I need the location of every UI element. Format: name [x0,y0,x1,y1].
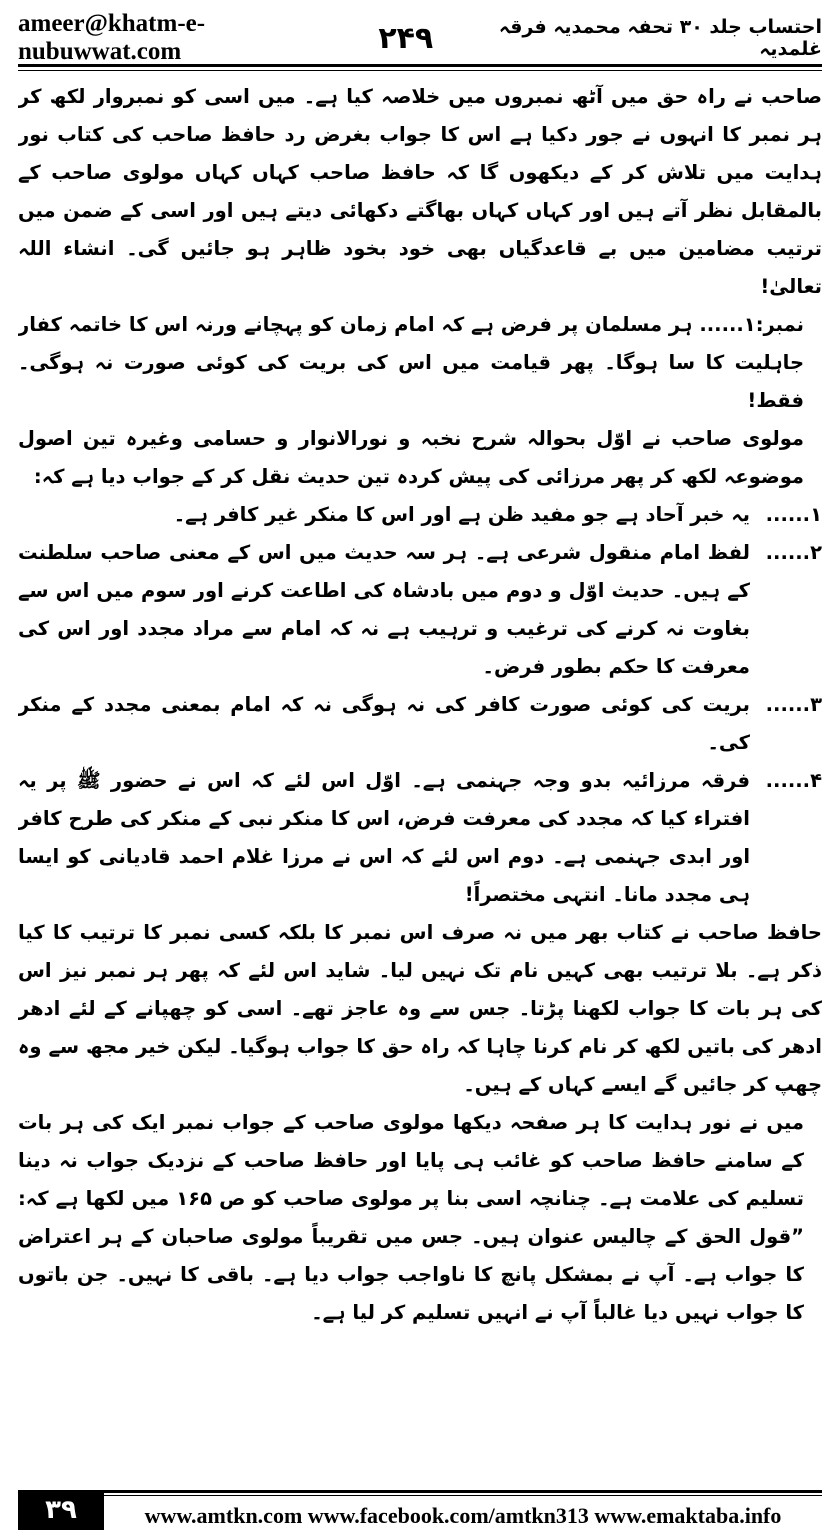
footer-page-number: ۳۹ [18,1490,104,1530]
paragraph: میں نے نور ہدایت کا ہر صفحہ دیکھا مولوی صاحب کے جواب نمبر ایک کی ہر بات کے سامنے حافظ صاحب کو غائب ہی پایا اور حافظ صاحب کے نزدیک جواب نہ دینا تسلیم کی علامت ہے۔ چنانچہ اسی بنا پر مولوی صاحب کو ص ۱۶۵ میں لکھا ہے کہ: ”قول الحق کے چالیس عنوان ہیں۔ جس میں تقریباً مولوی صاحبان کے ہر اعتراض کا جواب ہے۔ آپ نے بمشکل پانچ کا ناواجب جواب دیا ہے۔ باقی کا نہیں۔ جن باتوں کا جواب نہیں دیا غالباً آپ نے انہیں تسلیم کر لیا ہے۔ [18,1111,804,1324]
paragraph: صاحب نے راہ حق میں آٹھ نمبروں میں خلاصہ کیا ہے۔ میں اسی کو نمبروار لکھ کر ہر نمبر کا انہوں نے جور دکیا ہے اس کا جواب بغرض رد حافظ صاحب کی کتاب نور ہدایت میں تلاش کر کے دیکھوں گا کہ حافظ صاحب کہاں کہاں مولوی صاحب کے بالمقابل نظر آتے ہیں اور کہاں کہاں بھاگتے دکھائی دیتے ہیں اور اسی کے ضمن میں ترتیب مضامین میں بے قاعدگیاں بھی خود بخود ظاہر ہو جائیں گی۔ انشاء اللہ تعالیٰ! [18,85,822,298]
page-body [18,78,822,1480]
paragraph: نمبر:۱...... ہر مسلمان پر فرض ہے کہ امام زمان کو پہچانے ورنہ اس کا خاتمہ کفار جاہلیت کا سا ہوگا۔ پھر قیامت میں اس کی بریت کی کوئی صورت نہ ہوگی۔ فقط! [18,313,804,412]
numbered-item [18,496,822,534]
numbered-item [18,534,822,686]
item-text: فرقہ مرزائیہ بدو وجہ جہنمی ہے۔ اوّل اس لئے کہ اس نے حضور ﷺ پر یہ افتراء کیا کہ مجدد کی معرفت فرض، اس کا منکر نبی کے منکر کی طرح کافر اور ابدی جہنمی ہے۔ دوم اس لئے کہ اس نے مرزا غلام احمد قادیانی کو ایسا ہی مجدد مانا۔ انتہی مختصراً! [18,769,750,906]
page-footer [18,1490,822,1530]
footer-rule [104,1490,822,1530]
paragraph: حافظ صاحب نے کتاب بھر میں نہ صرف اس نمبر کا بلکہ کسی نمبر کا ترتیب کا کیا ذکر ہے۔ بلا ترتیب بھی کہیں نام تک نہیں لیا۔ شاید اس لئے کہ پھر ہر نمبر نیز اس کی ہر بات کا جواب لکھنا پڑتا۔ جس سے وہ عاجز تھے۔ اسی کو چھپانے کے لئے ادھر ادھر کی باتیں لکھ کر نام کرنا چاہا کہ راہ حق کا جواب ہوگیا۔ لیکن خیر مجھ سے وہ چھپ کر جائیں گے ایسے کہاں کے ہیں۔ [18,921,822,1096]
header-rule [18,64,822,71]
item-number: ۴...... [765,769,822,792]
footer-urls: www.amtkn.com www.facebook.com/amtkn313 www.emaktaba.info [144,1503,782,1528]
item-text: بریت کی کوئی صورت کافر کی نہ ہوگی نہ کہ امام بمعنی مجدد کے منکر کی۔ [18,693,750,754]
numbered-item [18,686,822,762]
numbered-item [18,762,822,914]
header-email: ameer@khatm-e-nubuwwat.com [18,10,206,65]
header-left [18,10,433,66]
paragraph: مولوی صاحب نے اوّل بحوالہ شرح نخبہ و نورالانوار و حسامی وغیرہ تین اصول موضوعہ لکھ کر پھر مرزائی کی پیش کردہ تین حدیث نقل کر کے جواب دیا ہے کہ: [18,427,804,488]
item-text: لفظ امام منقول شرعی ہے۔ ہر سہ حدیث میں اس کے معنی صاحب سلطنت کے ہیں۔ حدیث اوّل و دوم میں بادشاہ کی اطاعت کرنے اور سوم میں اس سے بغاوت نہ کرنے کی ترغیب و ترہیب ہے نہ کہ امام سے مراد مجدد اور اس کی معرفت کا حکم بطور فرض۔ [18,541,750,678]
item-number: ۱...... [765,503,822,526]
page-header [18,10,822,65]
item-text: یہ خبر آحاد ہے جو مفید ظن ہے اور اس کا منکر غیر کافر ہے۔ [173,503,750,526]
item-number: ۲...... [765,541,822,564]
item-number: ۳...... [765,693,822,716]
header-title: احتساب جلد ۳۰ تحفہ محمدیہ فرقہ غلمدیہ [498,16,822,60]
header-page-number: ۲۴۹ [378,20,434,56]
footer-lines [104,1490,822,1496]
